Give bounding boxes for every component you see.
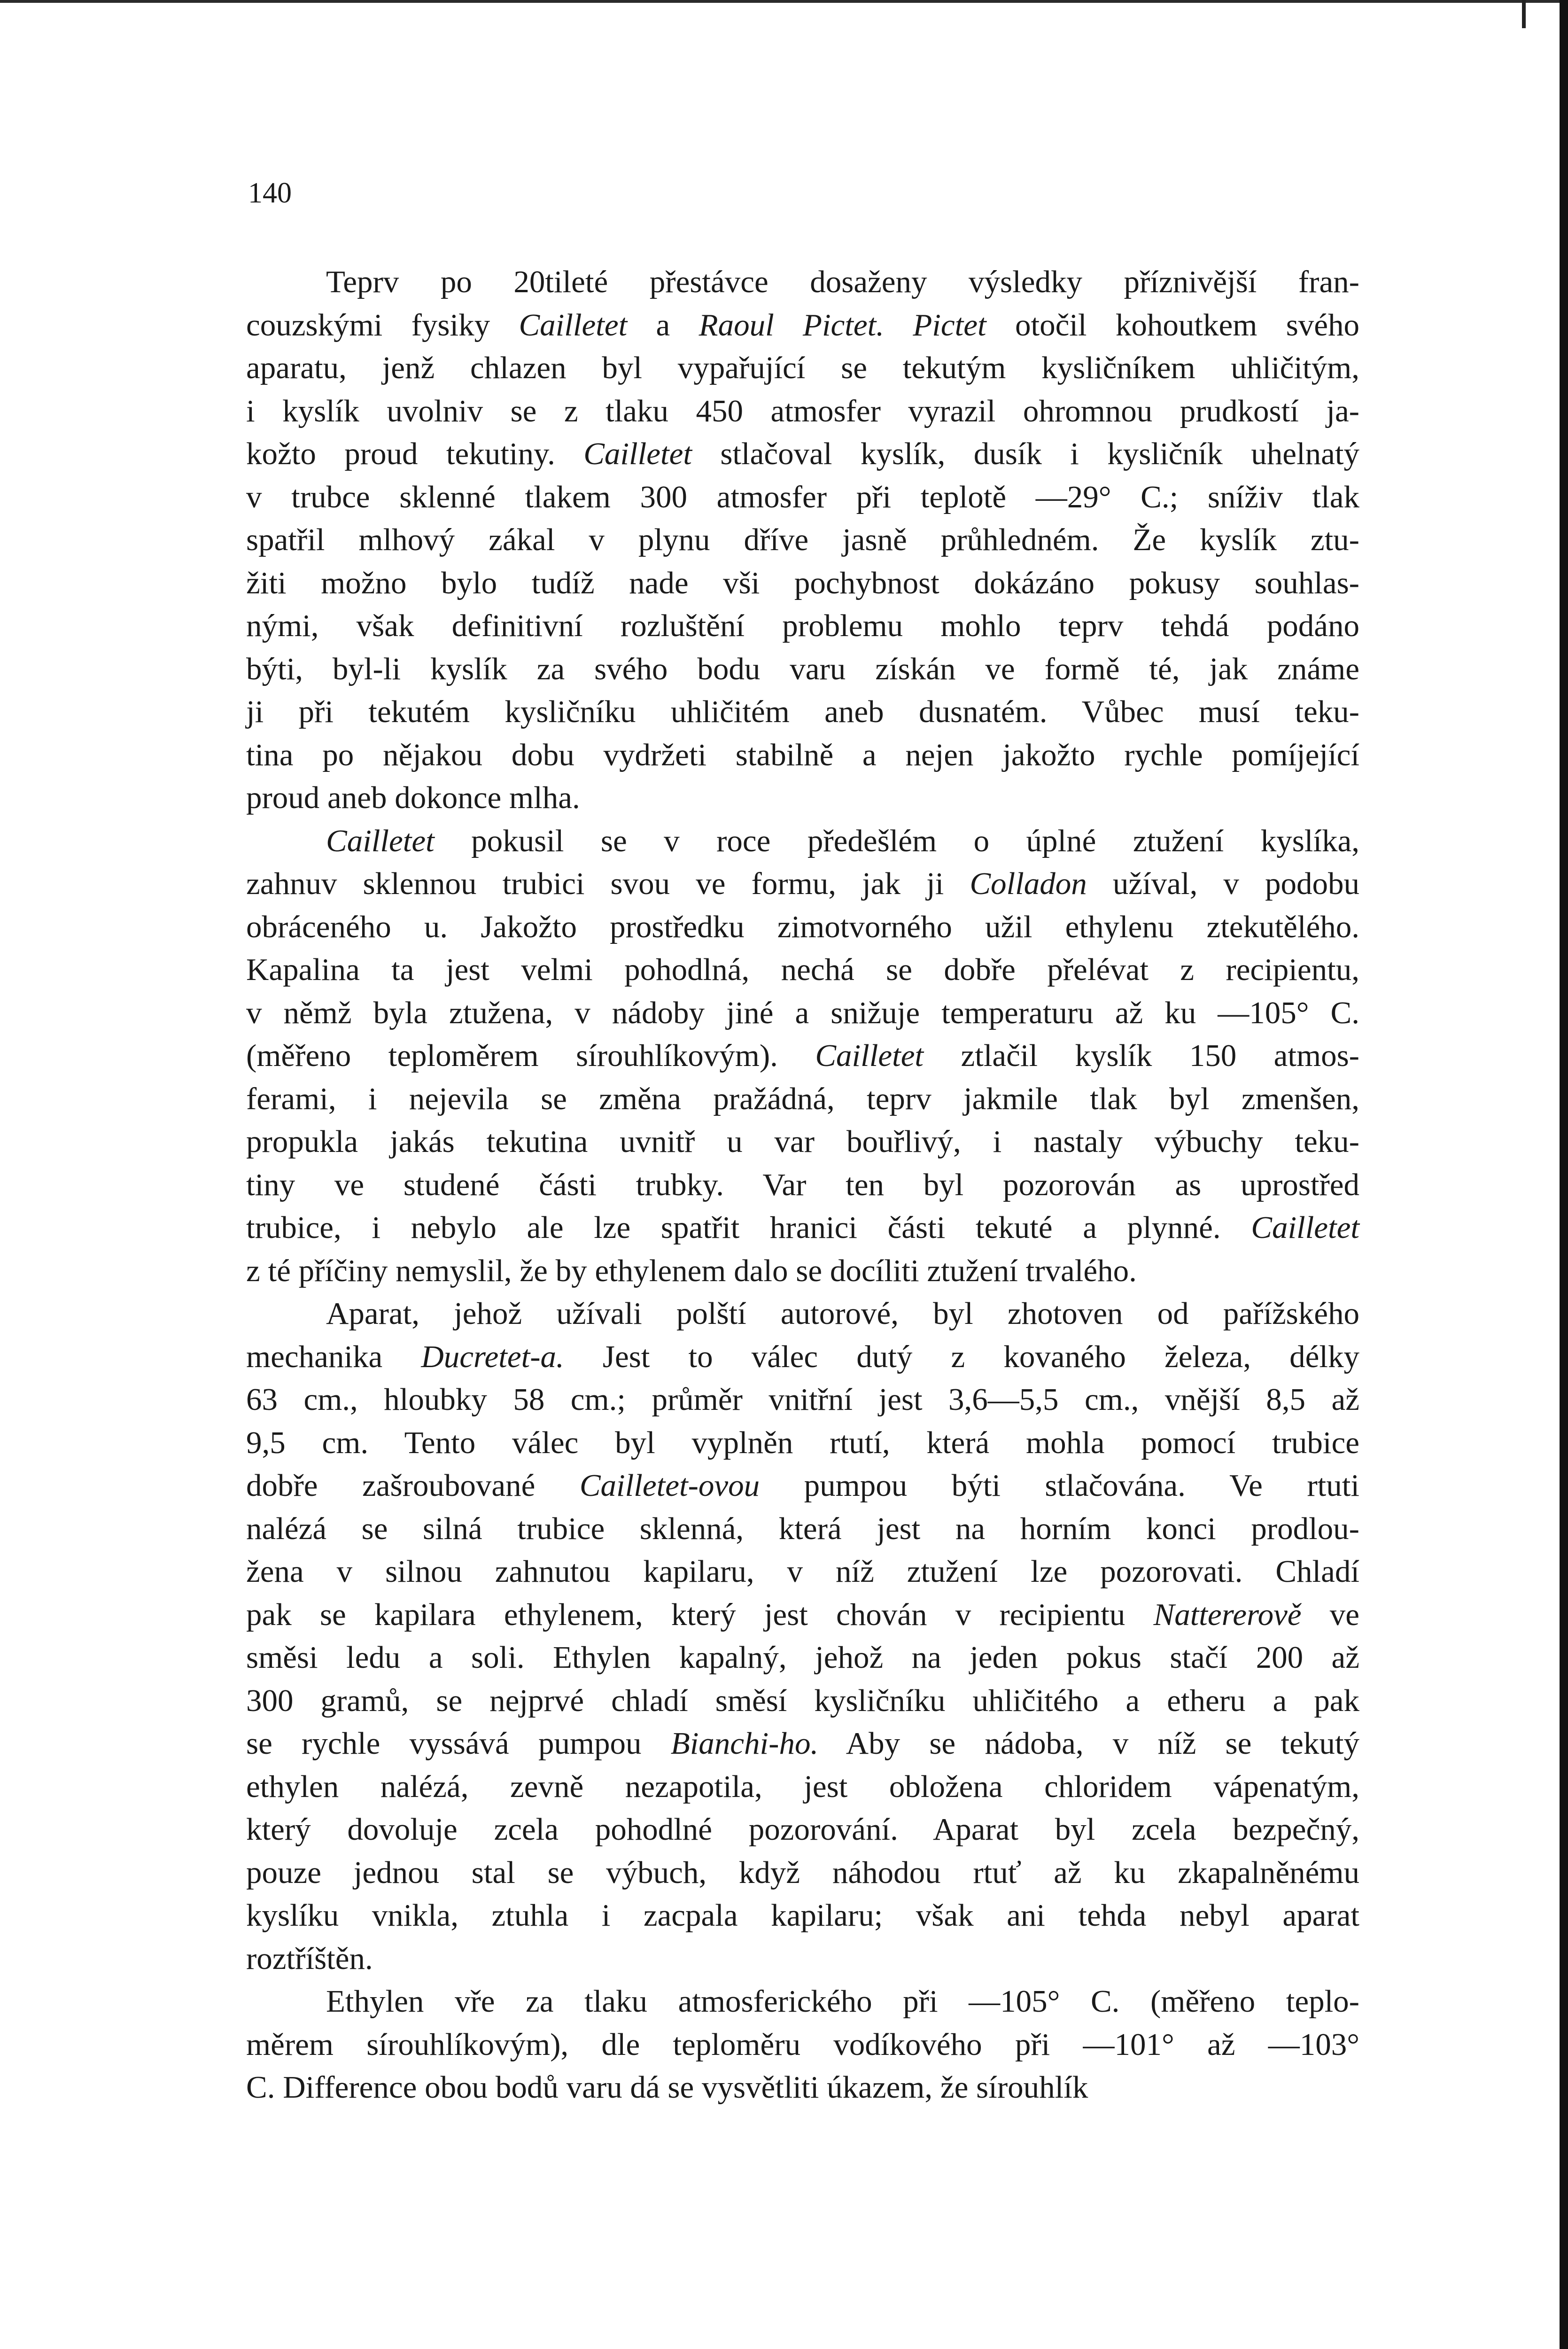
text-run: z té příčiny nemyslil, že by ethylenem dalo se docíliti ztužení trvalého. — [246, 1253, 1137, 1288]
text-run: v němž byla ztužena, v nádoby jiné a snižuje temperaturu až ku —105° C. — [246, 995, 1359, 1030]
text-line — [246, 1594, 1359, 1637]
text-run: žena v silnou zahnutou kapilaru, v níž ztužení lze pozorovati. Chladí — [246, 1554, 1359, 1589]
text-run: ferami, i nejevila se změna pražádná, teprv jakmile tlak byl zmenšen, — [246, 1081, 1359, 1116]
text-run: pak se kapilara ethylenem, který jest chován v recipientu — [246, 1597, 1154, 1632]
text-run: užíval, v podobu — [1087, 866, 1359, 901]
text-run: mechanika — [246, 1339, 421, 1374]
text-line — [246, 1250, 1359, 1293]
text-run: ethylen nalézá, zevně nezapotila, jest obložena chloridem vápenatým, — [246, 1769, 1359, 1804]
text-line — [246, 304, 1359, 347]
text-line — [246, 1206, 1359, 1250]
text-run: 300 gramů, se nejprvé chladí směsí kysličníku uhličitého a etheru a pak — [246, 1683, 1359, 1718]
text-run: který dovoluje zcela pohodlné pozorování. Aparat byl zcela bezpečný, — [246, 1812, 1359, 1847]
text-run: otočil kohoutkem svého — [986, 307, 1360, 342]
text-line — [246, 820, 1359, 863]
italic-name: Cailletet — [1251, 1210, 1359, 1245]
text-run: stlačoval kyslík, dusík i kysličník uhelnatý — [691, 436, 1359, 471]
text-line — [246, 1680, 1359, 1723]
text-line — [246, 2066, 1359, 2109]
paragraph — [246, 1980, 1359, 2109]
text-line — [246, 562, 1359, 605]
text-run: Aparat, jehož užívali polští autorové, byl zhotoven od pařížského — [326, 1296, 1359, 1331]
text-run: Kapalina ta jest velmi pohodlná, nechá se dobře přelévat z recipientu, — [246, 952, 1359, 987]
text-run: couzskými fysiky — [246, 307, 519, 342]
italic-name: Cailletet — [519, 307, 628, 342]
scan-top-edge — [0, 0, 1568, 3]
text-run: spatřil mlhový zákal v plynu dříve jasně průhledném. Že kyslík ztu- — [246, 522, 1359, 557]
text-line — [246, 1636, 1359, 1680]
text-line — [246, 906, 1359, 949]
italic-name: Cailletet — [326, 823, 435, 858]
text-run: obráceného u. Jakožto prostředku zimotvorného užil ethylenu ztekutělého. — [246, 909, 1359, 944]
italic-name: Ducretet-a. — [421, 1339, 564, 1374]
text-line — [246, 1508, 1359, 1551]
text-run: Jest to válec dutý z kovaného železa, délky — [564, 1339, 1359, 1374]
text-run: žiti možno bylo tudíž nade vši pochybnost dokázáno pokusy souhlas- — [246, 565, 1359, 600]
text-run: i kyslík uvolniv se z tlaku 450 atmosfer vyrazil ohromnou prudkostí ja- — [246, 393, 1359, 428]
text-line — [246, 519, 1359, 562]
text-line — [246, 992, 1359, 1035]
text-run: pouze jednou stal se výbuch, když náhodou rtuť až ku zkapalněnému — [246, 1855, 1359, 1890]
text-run: proud aneb dokonce mlha. — [246, 780, 580, 815]
text-run: ztlačil kyslík 150 atmos- — [924, 1038, 1359, 1073]
text-run: měrem sírouhlíkovým), dle teploměru vodíkového při —101° až —103° — [246, 2027, 1359, 2062]
text-line — [246, 2023, 1359, 2067]
text-line — [246, 1078, 1359, 1121]
text-run: směsi ledu a soli. Ethylen kapalný, jehož na jeden pokus stačí 200 až — [246, 1640, 1359, 1675]
text-run: nými, však definitivní rozluštění problemu mohlo teprv tehdá podáno — [246, 608, 1359, 643]
text-line — [246, 734, 1359, 777]
text-run: C. Difference obou bodů varu dá se vysvětliti úkazem, že sírouhlík — [246, 2070, 1088, 2105]
text-line — [246, 863, 1359, 906]
text-line — [246, 777, 1359, 820]
text-run: 63 cm., hloubky 58 cm.; průměr vnitřní jest 3,6—5,5 cm., vnější 8,5 až — [246, 1382, 1359, 1417]
text-line — [246, 648, 1359, 691]
scan-right-edge — [1560, 0, 1568, 2349]
text-run: se rychle vyssává pumpou — [246, 1726, 671, 1761]
italic-name: Cailletet-ovou — [579, 1468, 760, 1503]
text-line — [246, 949, 1359, 992]
text-line — [246, 476, 1359, 519]
text-line — [246, 1937, 1359, 1981]
text-run: kožto proud tekutiny. — [246, 436, 584, 471]
text-run: tina po nějakou dobu vydržeti stabilně a nejen jakožto rychle pomíjející — [246, 737, 1359, 772]
text-line — [246, 691, 1359, 734]
text-run — [884, 308, 913, 342]
text-line — [246, 1422, 1359, 1465]
text-run: aparatu, jenž chlazen byl vypařující se tekutým kysličníkem uhličitým, — [246, 350, 1359, 385]
text-line — [246, 1766, 1359, 1809]
text-line — [246, 1292, 1359, 1336]
text-line — [246, 433, 1359, 476]
text-line — [246, 1722, 1359, 1766]
body-text — [246, 261, 1359, 2109]
text-run: (měřeno teploměrem sírouhlíkovým). — [246, 1038, 815, 1073]
text-line — [246, 605, 1359, 648]
italic-name: Pictet — [913, 307, 986, 342]
text-line — [246, 390, 1359, 433]
text-run: dobře zašroubované — [246, 1468, 580, 1503]
text-line — [246, 1336, 1359, 1379]
italic-name: Nattererově — [1153, 1597, 1302, 1632]
text-line — [246, 1464, 1359, 1508]
text-line — [246, 1550, 1359, 1594]
italic-name: Raoul Pictet. — [699, 307, 885, 342]
text-run: nalézá se silná trubice sklenná, která jest na horním konci prodlou- — [246, 1511, 1359, 1546]
text-run: tiny ve studené části trubky. Var ten byl pozorován as uprostřed — [246, 1167, 1359, 1202]
text-run: kyslíku vnikla, ztuhla i zacpala kapilaru; však ani tehda nebyl aparat — [246, 1898, 1359, 1933]
text-line — [246, 1164, 1359, 1207]
italic-name: Cailletet — [815, 1038, 924, 1073]
text-line — [246, 1894, 1359, 1937]
text-line — [246, 1120, 1359, 1164]
text-line — [246, 1378, 1359, 1422]
paragraph — [246, 820, 1359, 1293]
text-run: trubice, i nebylo ale lze spatřit hranici části tekuté a plynné. — [246, 1210, 1251, 1245]
text-line — [246, 1808, 1359, 1851]
text-run: pumpou býti stlačována. Ve rtuti — [760, 1468, 1359, 1503]
text-line — [246, 1034, 1359, 1078]
text-line — [246, 261, 1359, 304]
italic-name: Colladon — [970, 866, 1087, 901]
italic-name: Cailletet — [583, 436, 692, 471]
text-line — [246, 347, 1359, 390]
text-line — [246, 1980, 1359, 2023]
scan-binding-mark — [1522, 0, 1526, 28]
text-run: v trubce sklenné tlakem 300 atmosfer při teplotě —29° C.; sníživ tlak — [246, 479, 1359, 514]
text-run: roztříštěn. — [246, 1941, 373, 1976]
text-run: a — [627, 307, 699, 342]
text-run: Ethylen vře za tlaku atmosferického při —105° C. (měřeno teplo- — [326, 1984, 1359, 2019]
text-line — [246, 1851, 1359, 1895]
text-run: býti, byl-li kyslík za svého bodu varu získán ve formě té, jak známe — [246, 651, 1359, 686]
paragraph — [246, 261, 1359, 820]
text-run: Aby se nádoba, v níž se tekutý — [818, 1726, 1360, 1761]
text-run: Teprv po 20tileté přestávce dosaženy výsledky příznivější fran- — [326, 264, 1359, 299]
page-number: 140 — [248, 177, 292, 209]
text-run: zahnuv sklennou trubici svou ve formu, jak ji — [246, 866, 970, 901]
paragraph — [246, 1292, 1359, 1980]
text-run: ve — [1301, 1597, 1359, 1632]
text-run: ji při tekutém kysličníku uhličitém aneb dusnatém. Vůbec musí teku- — [246, 694, 1359, 729]
text-run: pokusil se v roce předešlém o úplné ztužení kyslíka, — [434, 823, 1359, 858]
text-run: propukla jakás tekutina uvnitř u var bouřlivý, i nastaly výbuchy teku- — [246, 1124, 1359, 1159]
italic-name: Bianchi-ho. — [670, 1726, 819, 1761]
text-run: 9,5 cm. Tento válec byl vyplněn rtutí, která mohla pomocí trubice — [246, 1425, 1359, 1460]
